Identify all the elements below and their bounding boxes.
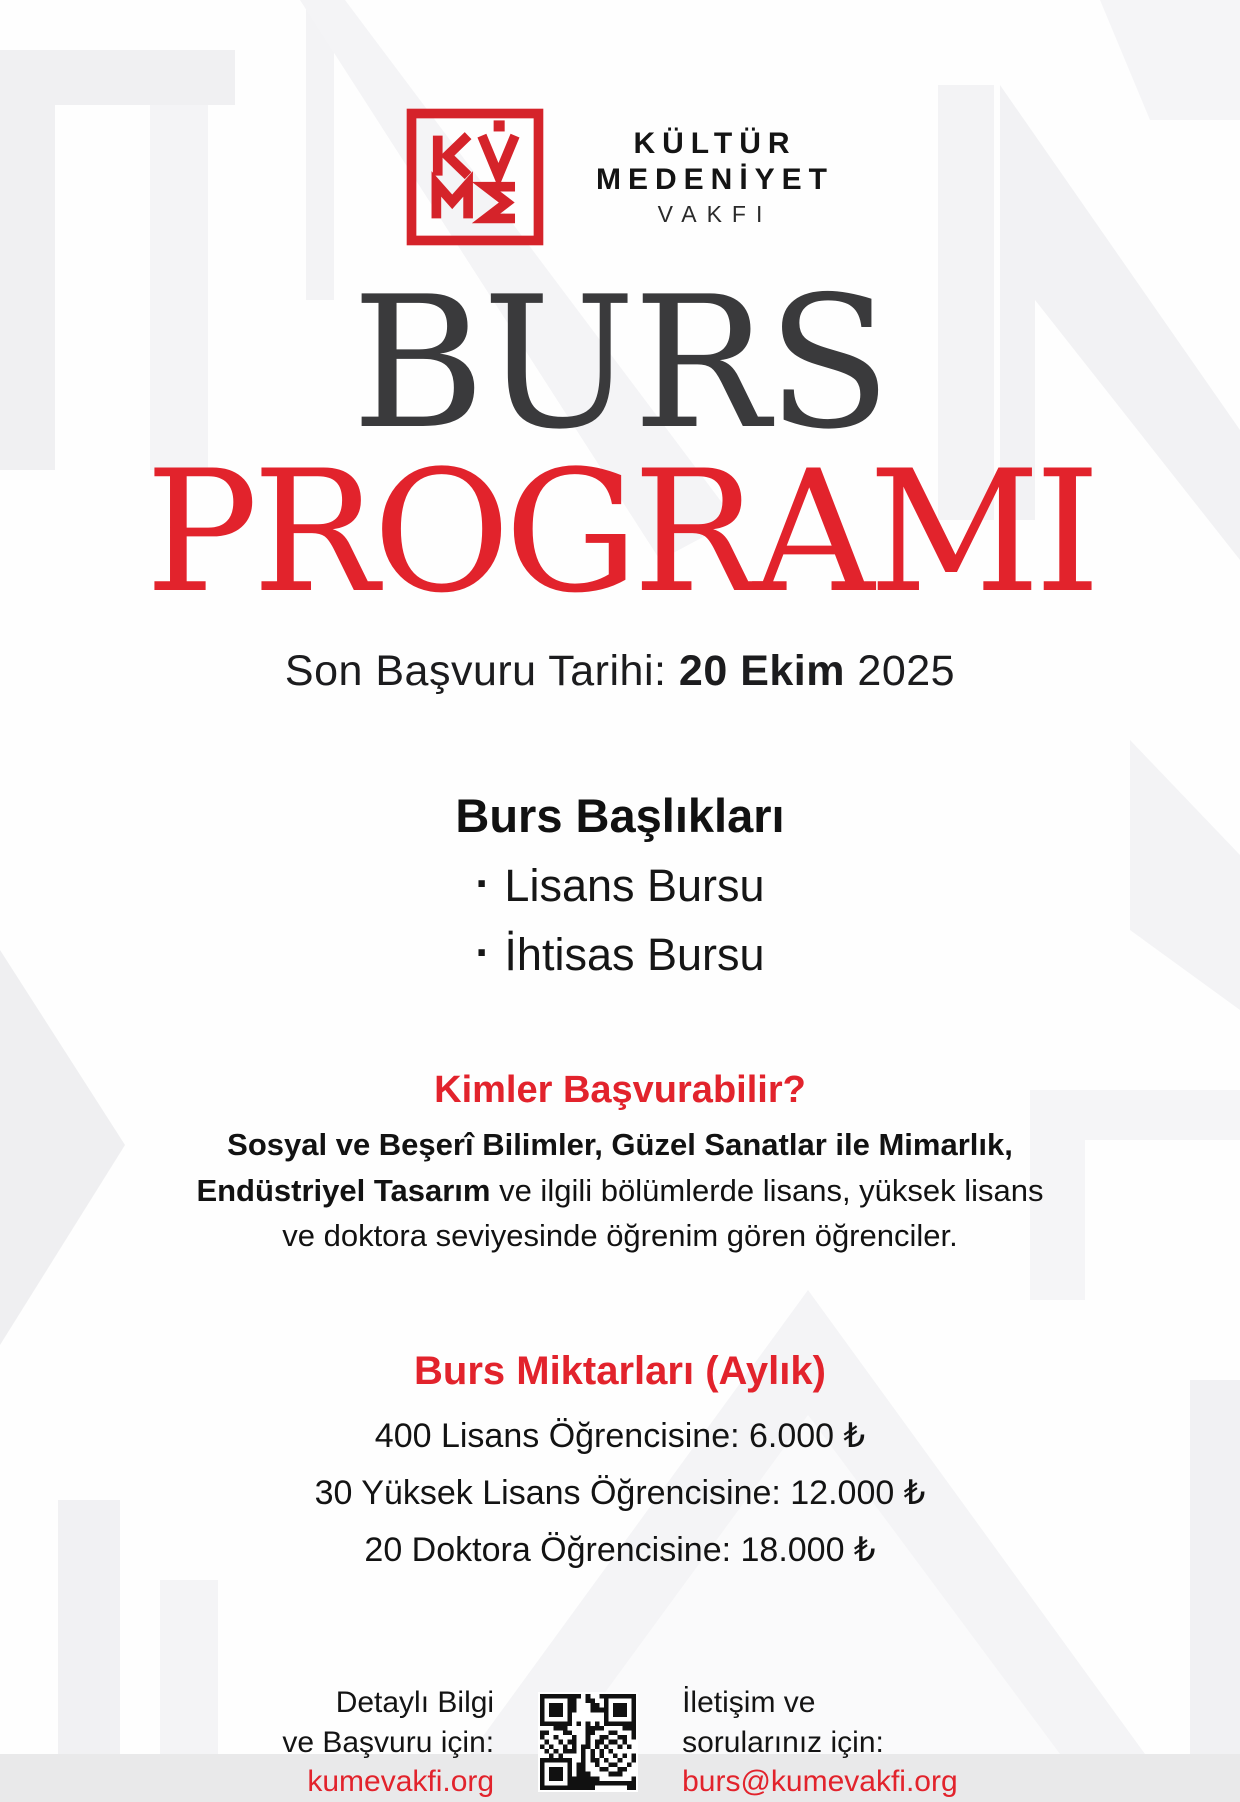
scholarship-titles-heading: Burs Başlıkları: [455, 789, 785, 843]
footer: [282, 1683, 957, 1802]
eligibility-heading: Kimler Başvurabilir?: [434, 1069, 806, 1112]
eligibility-line-2: Endüstriyel Tasarım ve ilgili bölümlerde lisans, yüksek lisans: [196, 1172, 1044, 1208]
footer-info-line-2: ve Başvuru için:: [282, 1725, 495, 1759]
bullet-icon: ·: [475, 927, 491, 979]
amount-line-yuksek-lisans: 30 Yüksek Lisans Öğrencisine: 12.000 ₺: [314, 1473, 926, 1512]
footer-info-line-1: Detaylı Bilgi: [335, 1686, 495, 1720]
qr-code: [538, 1692, 638, 1792]
bullet-icon: ·: [475, 858, 491, 910]
amounts-heading: Burs Miktarları (Aylık): [414, 1348, 826, 1393]
amount-line-lisans: 400 Lisans Öğrencisine: 6.000 ₺: [374, 1416, 866, 1455]
section-scholarship-titles: [455, 788, 784, 981]
title-burs: BURS: [351, 257, 889, 469]
footer-contact-line-2: sorularınız için:: [682, 1725, 884, 1759]
footer-info-block: [282, 1683, 494, 1802]
deadline-year: 2025: [844, 647, 956, 696]
deadline-prefix: Son Başvuru Tarihi:: [284, 647, 679, 696]
org-line-medeniyet: MEDENİYET: [595, 162, 835, 196]
website-link[interactable]: kumevakfi.org: [307, 1765, 495, 1799]
deadline-line: [285, 647, 955, 696]
footer-contact-block: [682, 1683, 958, 1802]
section-eligibility: [196, 1069, 1043, 1259]
org-name: [596, 126, 834, 229]
org-line-vakfi: VAKFI: [657, 200, 773, 227]
scholarship-item-ihtisas: İhtisas Bursu: [504, 929, 765, 981]
scholarship-item-lisans: Lisans Bursu: [504, 860, 765, 912]
org-line-kultur: KÜLTÜR: [633, 126, 797, 160]
eligibility-line-3: ve doktora seviyesinde öğrenim gören öğrenciler.: [282, 1218, 958, 1254]
footer-contact-line-1: İletişim ve: [682, 1686, 816, 1720]
deadline-date: 20 Ekim: [678, 647, 845, 696]
section-amounts: [315, 1349, 926, 1579]
amount-line-doktora: 20 Doktora Öğrencisine: 18.000 ₺: [364, 1530, 876, 1569]
list-item: [455, 860, 784, 912]
brand-header: [406, 108, 834, 246]
title-programi: PROGRAMI: [145, 434, 1095, 631]
email-link[interactable]: burs@kumevakfi.org: [682, 1765, 958, 1799]
kume-logo-icon: [406, 108, 544, 246]
list-item: [455, 929, 784, 981]
eligibility-line-1: Sosyal ve Beşerî Bilimler, Güzel Sanatlar ile Mimarlık,: [227, 1127, 1013, 1163]
